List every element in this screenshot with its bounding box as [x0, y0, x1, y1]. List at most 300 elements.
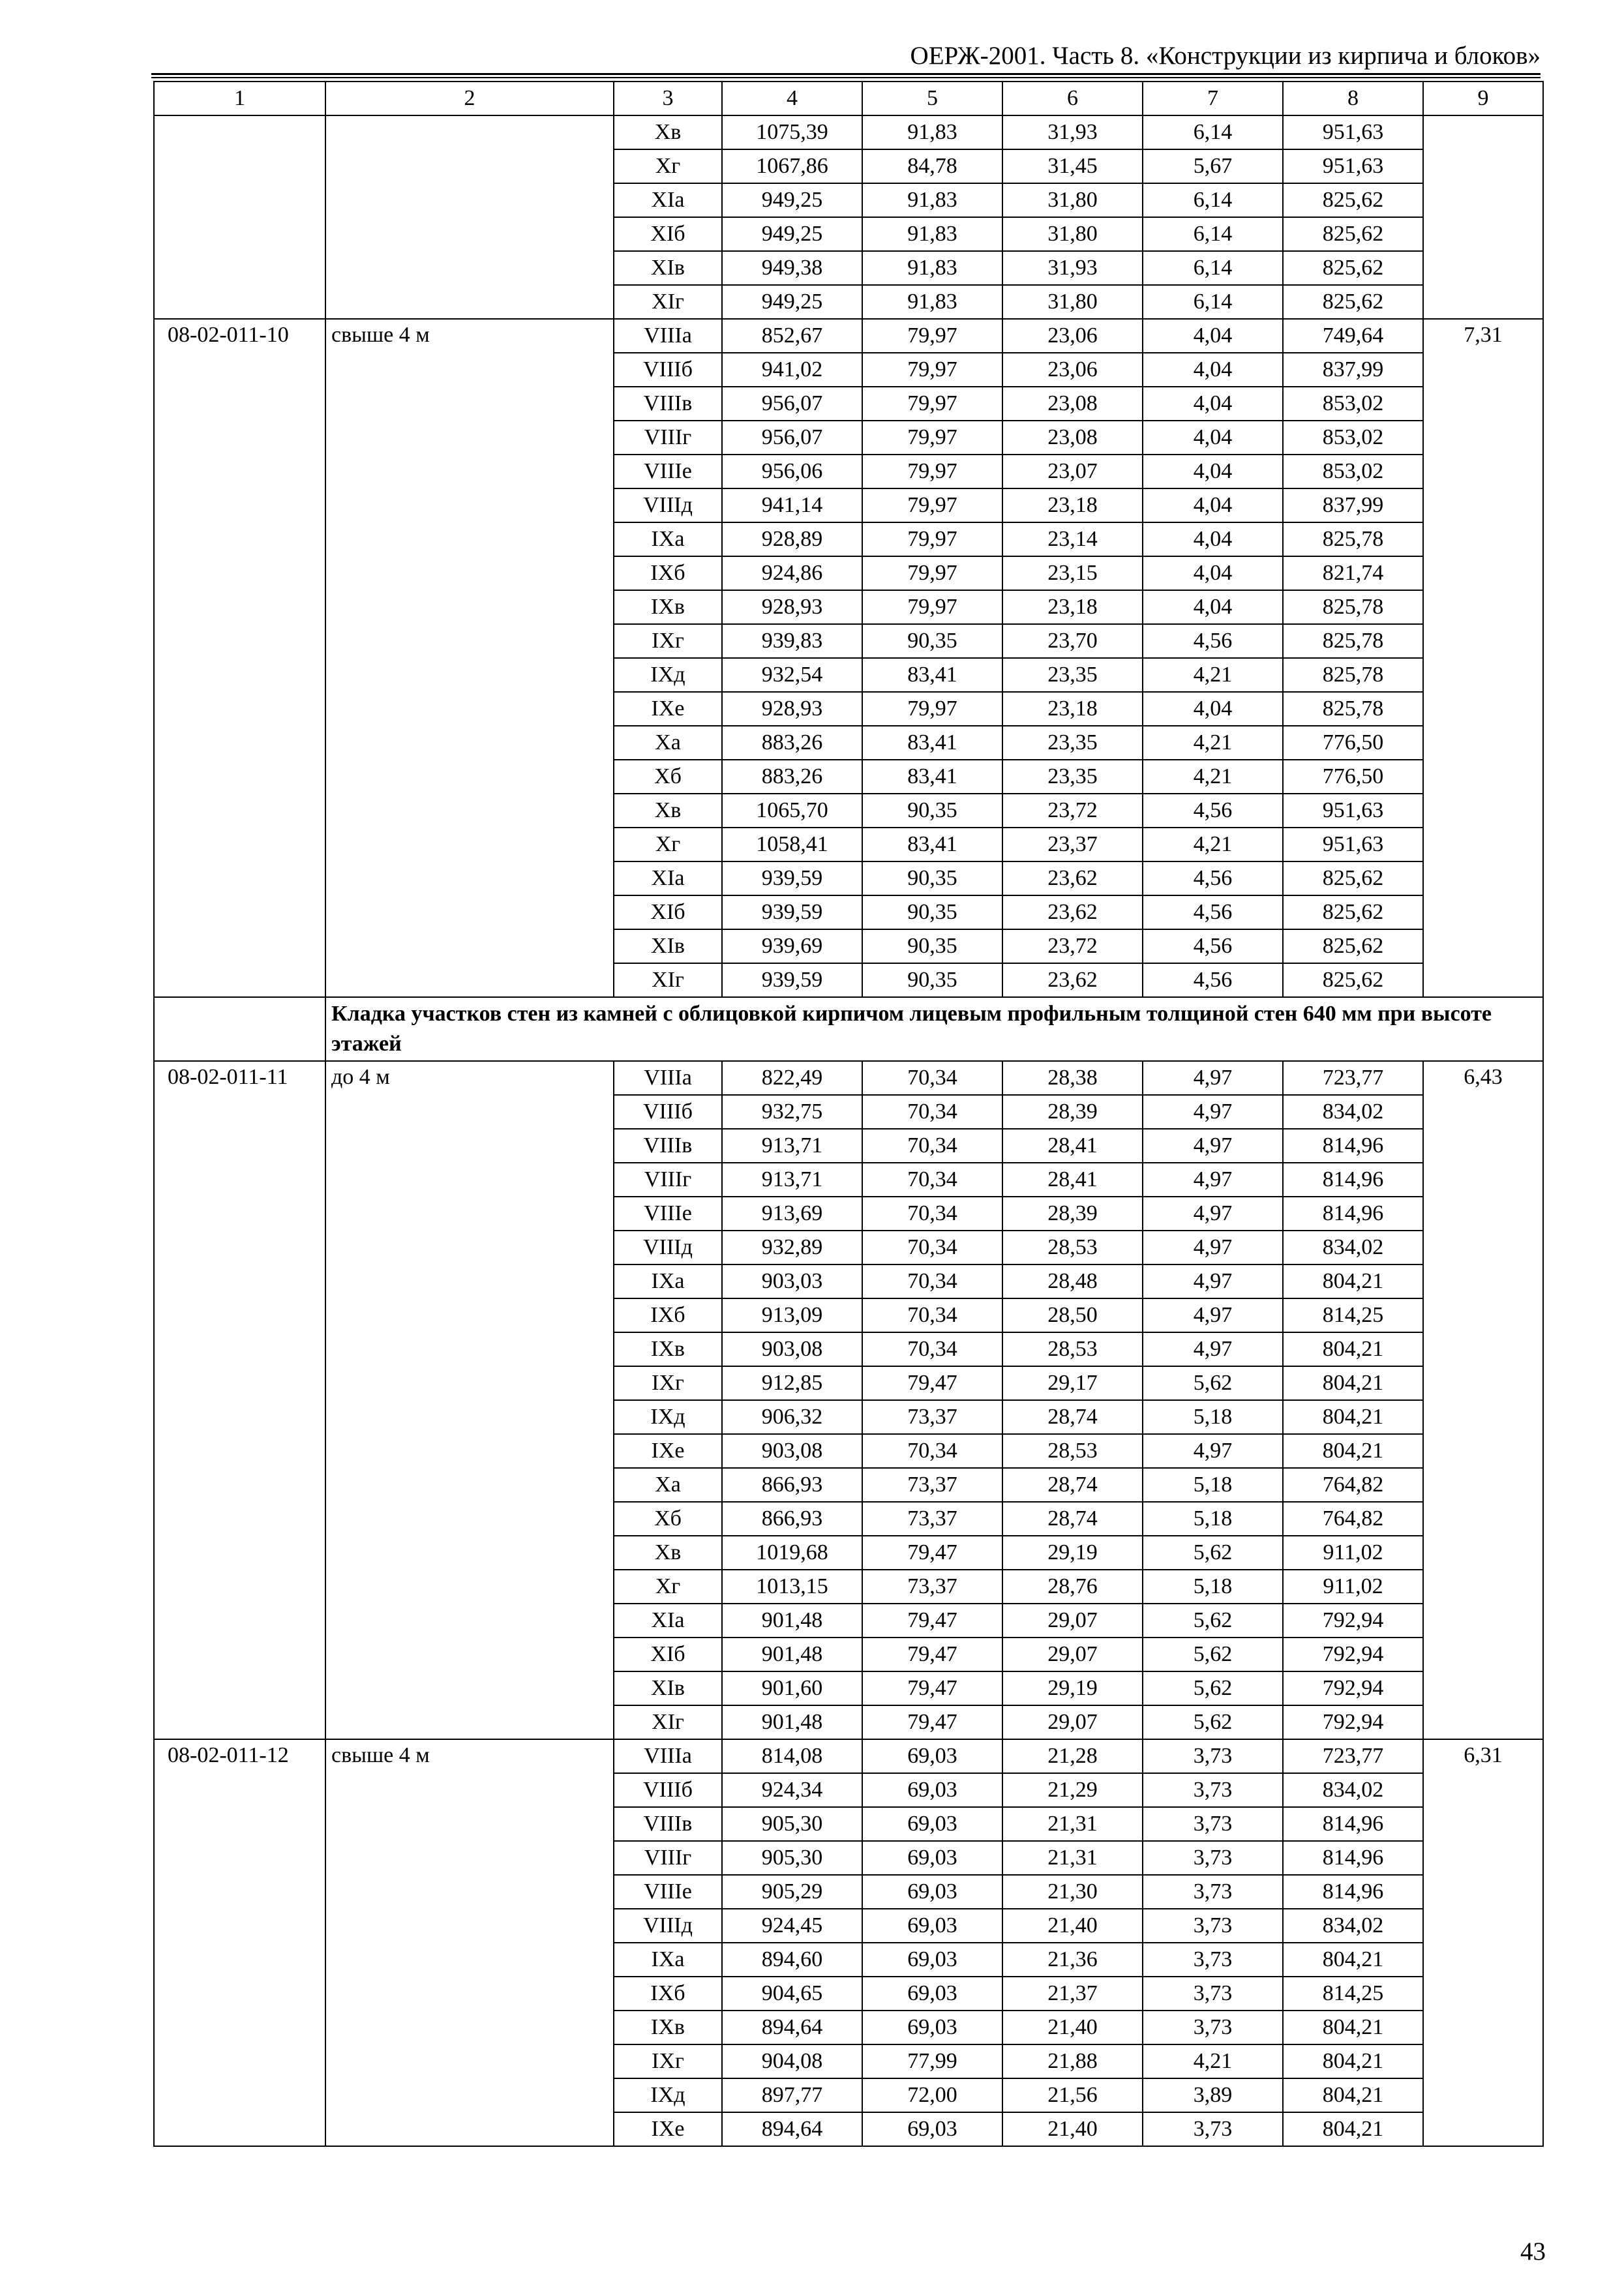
value-cell: 23,70: [1002, 624, 1143, 658]
value-cell: 90,35: [862, 929, 1002, 963]
value-cell: 792,94: [1283, 1604, 1423, 1638]
value-cell: 83,41: [862, 658, 1002, 692]
value-cell: 951,63: [1283, 149, 1423, 183]
value-cell: 814,25: [1283, 1298, 1423, 1332]
value-cell: 4,97: [1143, 1298, 1283, 1332]
value-cell: 79,47: [862, 1705, 1002, 1739]
value-cell: 23,14: [1002, 522, 1143, 556]
zone-cell: IХе: [614, 1434, 722, 1468]
value-cell: 21,56: [1002, 2078, 1143, 2112]
value-cell: 956,07: [722, 421, 862, 455]
index-cell: 6,43: [1423, 1061, 1543, 1739]
zone-cell: VIIIб: [614, 353, 722, 387]
value-cell: 814,96: [1283, 1129, 1423, 1163]
zone-cell: IХв: [614, 590, 722, 624]
value-cell: 924,86: [722, 556, 862, 590]
zone-cell: IХб: [614, 1298, 722, 1332]
value-cell: 1075,39: [722, 115, 862, 149]
value-cell: 951,63: [1283, 794, 1423, 828]
zone-cell: Хг: [614, 828, 722, 861]
zone-cell: Хв: [614, 1536, 722, 1570]
value-cell: 3,73: [1143, 1773, 1283, 1807]
column-number: 9: [1423, 82, 1543, 115]
value-cell: 814,08: [722, 1739, 862, 1773]
column-number: 3: [614, 82, 722, 115]
zone-cell: ХIг: [614, 963, 722, 997]
zone-cell: Хв: [614, 115, 722, 149]
value-cell: 21,36: [1002, 1943, 1143, 1977]
zone-cell: IХд: [614, 658, 722, 692]
zone-cell: VIIIв: [614, 1807, 722, 1841]
norm-description: свыше 4 м: [325, 1739, 614, 2146]
value-cell: 4,56: [1143, 929, 1283, 963]
value-cell: 77,99: [862, 2044, 1002, 2078]
value-cell: 825,78: [1283, 692, 1423, 726]
value-cell: 913,69: [722, 1197, 862, 1231]
zone-cell: Хг: [614, 1570, 722, 1604]
value-cell: 804,21: [1283, 2112, 1423, 2146]
value-cell: 1013,15: [722, 1570, 862, 1604]
value-cell: 941,02: [722, 353, 862, 387]
norm-description: до 4 м: [325, 1061, 614, 1739]
value-cell: 4,97: [1143, 1061, 1283, 1095]
header-rule-thin: [151, 77, 1541, 78]
value-cell: 956,06: [722, 455, 862, 488]
header-rule: [151, 73, 1541, 75]
section-title: Кладка участков стен из камней с облицовкой кирпичом лицевым профильным толщиной стен 640 мм при высоте этажей: [325, 997, 1543, 1061]
value-cell: 911,02: [1283, 1570, 1423, 1604]
zone-cell: VIIIв: [614, 387, 722, 421]
value-cell: 814,96: [1283, 1197, 1423, 1231]
value-cell: 70,34: [862, 1095, 1002, 1129]
value-cell: 3,73: [1143, 1875, 1283, 1909]
value-cell: 23,62: [1002, 861, 1143, 895]
value-cell: 939,59: [722, 895, 862, 929]
value-cell: 83,41: [862, 828, 1002, 861]
value-cell: 69,03: [862, 1841, 1002, 1875]
value-cell: 69,03: [862, 1977, 1002, 2011]
column-number: 2: [325, 82, 614, 115]
zone-cell: VIIIе: [614, 1875, 722, 1909]
value-cell: 901,48: [722, 1705, 862, 1739]
norm-code: 08-02-011-10: [154, 319, 325, 997]
value-cell: 5,62: [1143, 1671, 1283, 1705]
value-cell: 5,62: [1143, 1366, 1283, 1400]
zone-cell: Хб: [614, 760, 722, 794]
zone-cell: VIIIб: [614, 1095, 722, 1129]
zone-cell: IХа: [614, 1264, 722, 1298]
value-cell: 764,82: [1283, 1468, 1423, 1502]
value-cell: 911,02: [1283, 1536, 1423, 1570]
value-cell: 792,94: [1283, 1638, 1423, 1671]
value-cell: 3,73: [1143, 1739, 1283, 1773]
value-cell: 939,69: [722, 929, 862, 963]
value-cell: 949,25: [722, 217, 862, 251]
zone-cell: Хв: [614, 794, 722, 828]
zone-cell: VIIIе: [614, 455, 722, 488]
value-cell: 4,56: [1143, 861, 1283, 895]
value-cell: 28,74: [1002, 1400, 1143, 1434]
zone-cell: IХа: [614, 1943, 722, 1977]
value-cell: 21,31: [1002, 1807, 1143, 1841]
value-cell: 4,21: [1143, 828, 1283, 861]
value-cell: 23,62: [1002, 895, 1143, 929]
value-cell: 3,73: [1143, 1943, 1283, 1977]
value-cell: 4,04: [1143, 522, 1283, 556]
value-cell: 23,08: [1002, 387, 1143, 421]
value-cell: 21,30: [1002, 1875, 1143, 1909]
value-cell: 70,34: [862, 1264, 1002, 1298]
value-cell: 804,21: [1283, 1332, 1423, 1366]
value-cell: 903,08: [722, 1332, 862, 1366]
zone-cell: ХIг: [614, 285, 722, 319]
value-cell: 6,14: [1143, 251, 1283, 285]
value-cell: 825,78: [1283, 658, 1423, 692]
value-cell: 853,02: [1283, 387, 1423, 421]
value-cell: 29,07: [1002, 1604, 1143, 1638]
value-cell: 814,25: [1283, 1977, 1423, 2011]
value-cell: 1019,68: [722, 1536, 862, 1570]
column-number: 8: [1283, 82, 1423, 115]
value-cell: 814,96: [1283, 1875, 1423, 1909]
value-cell: 5,62: [1143, 1638, 1283, 1671]
value-cell: 23,07: [1002, 455, 1143, 488]
value-cell: 31,80: [1002, 183, 1143, 217]
value-cell: 804,21: [1283, 1366, 1423, 1400]
value-cell: 949,38: [722, 251, 862, 285]
value-cell: 23,15: [1002, 556, 1143, 590]
value-cell: 31,80: [1002, 217, 1143, 251]
value-cell: 5,67: [1143, 149, 1283, 183]
value-cell: 903,03: [722, 1264, 862, 1298]
value-cell: 4,04: [1143, 421, 1283, 455]
value-cell: 4,04: [1143, 488, 1283, 522]
value-cell: 905,30: [722, 1807, 862, 1841]
value-cell: 949,25: [722, 183, 862, 217]
value-cell: 28,48: [1002, 1264, 1143, 1298]
value-cell: 853,02: [1283, 421, 1423, 455]
value-cell: 825,62: [1283, 251, 1423, 285]
value-cell: 4,56: [1143, 895, 1283, 929]
value-cell: 834,02: [1283, 1909, 1423, 1943]
value-cell: 90,35: [862, 963, 1002, 997]
value-cell: 4,97: [1143, 1231, 1283, 1264]
value-cell: 825,78: [1283, 590, 1423, 624]
value-cell: 825,62: [1283, 929, 1423, 963]
value-cell: 23,72: [1002, 794, 1143, 828]
zone-cell: ХIв: [614, 251, 722, 285]
value-cell: 79,47: [862, 1366, 1002, 1400]
value-cell: 73,37: [862, 1502, 1002, 1536]
value-cell: 4,97: [1143, 1197, 1283, 1231]
zone-cell: IХв: [614, 1332, 722, 1366]
value-cell: 804,21: [1283, 2011, 1423, 2044]
value-cell: 79,97: [862, 522, 1002, 556]
value-cell: 70,34: [862, 1129, 1002, 1163]
value-cell: 23,35: [1002, 760, 1143, 794]
zone-cell: VIIIв: [614, 1129, 722, 1163]
zone-cell: ХIа: [614, 861, 722, 895]
zone-cell: Ха: [614, 726, 722, 760]
value-cell: 5,18: [1143, 1570, 1283, 1604]
value-cell: 79,97: [862, 590, 1002, 624]
value-cell: 901,60: [722, 1671, 862, 1705]
norm-code: 08-02-011-11: [154, 1061, 325, 1739]
value-cell: 70,34: [862, 1231, 1002, 1264]
value-cell: 825,62: [1283, 285, 1423, 319]
value-cell: 825,78: [1283, 624, 1423, 658]
value-cell: 4,97: [1143, 1434, 1283, 1468]
zone-cell: VIIIд: [614, 1231, 722, 1264]
value-cell: 23,35: [1002, 726, 1143, 760]
value-cell: 825,78: [1283, 522, 1423, 556]
value-cell: 72,00: [862, 2078, 1002, 2112]
norm-code: 08-02-011-12: [154, 1739, 325, 2146]
value-cell: 4,97: [1143, 1332, 1283, 1366]
value-cell: 804,21: [1283, 2078, 1423, 2112]
value-cell: 4,21: [1143, 726, 1283, 760]
value-cell: 949,25: [722, 285, 862, 319]
value-cell: 31,80: [1002, 285, 1143, 319]
value-cell: 852,67: [722, 319, 862, 353]
value-cell: 1067,86: [722, 149, 862, 183]
value-cell: 29,19: [1002, 1671, 1143, 1705]
value-cell: 79,97: [862, 353, 1002, 387]
value-cell: 31,45: [1002, 149, 1143, 183]
zone-cell: VIIIг: [614, 1841, 722, 1875]
value-cell: 924,34: [722, 1773, 862, 1807]
value-cell: 69,03: [862, 1773, 1002, 1807]
value-cell: 866,93: [722, 1468, 862, 1502]
value-cell: 822,49: [722, 1061, 862, 1095]
value-cell: 90,35: [862, 624, 1002, 658]
value-cell: 79,97: [862, 692, 1002, 726]
value-cell: 924,45: [722, 1909, 862, 1943]
zone-cell: IХд: [614, 2078, 722, 2112]
zone-cell: IХа: [614, 522, 722, 556]
value-cell: 28,38: [1002, 1061, 1143, 1095]
value-cell: 23,72: [1002, 929, 1143, 963]
zone-cell: VIIIа: [614, 319, 722, 353]
value-cell: 814,96: [1283, 1807, 1423, 1841]
value-cell: 79,47: [862, 1604, 1002, 1638]
table-row: [154, 115, 1543, 149]
value-cell: 21,40: [1002, 2112, 1143, 2146]
norm-code: [154, 115, 325, 319]
value-cell: 23,37: [1002, 828, 1143, 861]
value-cell: 804,21: [1283, 2044, 1423, 2078]
column-number: 5: [862, 82, 1002, 115]
value-cell: 70,34: [862, 1061, 1002, 1095]
index-cell: 7,31: [1423, 319, 1543, 997]
value-cell: 73,37: [862, 1468, 1002, 1502]
column-number: 6: [1002, 82, 1143, 115]
column-number: 4: [722, 82, 862, 115]
zone-cell: VIIIе: [614, 1197, 722, 1231]
value-cell: 6,14: [1143, 115, 1283, 149]
value-cell: 21,88: [1002, 2044, 1143, 2078]
value-cell: 939,59: [722, 861, 862, 895]
value-cell: 23,08: [1002, 421, 1143, 455]
value-cell: 932,54: [722, 658, 862, 692]
value-cell: 4,04: [1143, 692, 1283, 726]
value-cell: 70,34: [862, 1298, 1002, 1332]
value-cell: 6,14: [1143, 217, 1283, 251]
value-cell: 932,89: [722, 1231, 862, 1264]
value-cell: 932,75: [722, 1095, 862, 1129]
value-cell: 21,31: [1002, 1841, 1143, 1875]
value-cell: 804,21: [1283, 1943, 1423, 1977]
value-cell: 28,53: [1002, 1434, 1143, 1468]
value-cell: 69,03: [862, 1739, 1002, 1773]
value-cell: 28,74: [1002, 1468, 1143, 1502]
value-cell: 825,62: [1283, 217, 1423, 251]
value-cell: 23,35: [1002, 658, 1143, 692]
value-cell: 951,63: [1283, 828, 1423, 861]
value-cell: 4,04: [1143, 455, 1283, 488]
value-cell: 21,40: [1002, 1909, 1143, 1943]
value-cell: 70,34: [862, 1197, 1002, 1231]
value-cell: 4,21: [1143, 2044, 1283, 2078]
value-cell: 29,17: [1002, 1366, 1143, 1400]
value-cell: 4,21: [1143, 760, 1283, 794]
value-cell: 837,99: [1283, 488, 1423, 522]
zone-cell: ХIа: [614, 183, 722, 217]
value-cell: 928,93: [722, 692, 862, 726]
norms-table: [153, 81, 1544, 2147]
value-cell: 792,94: [1283, 1671, 1423, 1705]
index-cell: 6,31: [1423, 1739, 1543, 2146]
value-cell: 70,34: [862, 1434, 1002, 1468]
value-cell: 79,97: [862, 455, 1002, 488]
value-cell: 904,65: [722, 1977, 862, 2011]
value-cell: 913,71: [722, 1129, 862, 1163]
zone-cell: VIIIд: [614, 488, 722, 522]
value-cell: 90,35: [862, 895, 1002, 929]
value-cell: 23,18: [1002, 590, 1143, 624]
zone-cell: VIIIг: [614, 1163, 722, 1197]
value-cell: 29,19: [1002, 1536, 1143, 1570]
value-cell: 837,99: [1283, 353, 1423, 387]
value-cell: 913,09: [722, 1298, 862, 1332]
value-cell: 28,50: [1002, 1298, 1143, 1332]
value-cell: 723,77: [1283, 1061, 1423, 1095]
value-cell: 928,89: [722, 522, 862, 556]
value-cell: 28,39: [1002, 1197, 1143, 1231]
value-cell: 939,59: [722, 963, 862, 997]
zone-cell: VIIIг: [614, 421, 722, 455]
value-cell: 883,26: [722, 726, 862, 760]
value-cell: 69,03: [862, 1875, 1002, 1909]
zone-cell: IХг: [614, 624, 722, 658]
page-header-title: ОЕРЖ-2001. Часть 8. «Конструкции из кирпича и блоков»: [910, 42, 1541, 70]
section-header-row: [154, 997, 1543, 1061]
value-cell: 4,97: [1143, 1095, 1283, 1129]
value-cell: 1065,70: [722, 794, 862, 828]
norm-description: свыше 4 м: [325, 319, 614, 997]
value-cell: 3,73: [1143, 1909, 1283, 1943]
zone-cell: ХIб: [614, 217, 722, 251]
value-cell: 79,97: [862, 387, 1002, 421]
value-cell: 4,56: [1143, 624, 1283, 658]
zone-cell: IХд: [614, 1400, 722, 1434]
value-cell: 4,56: [1143, 963, 1283, 997]
value-cell: 776,50: [1283, 760, 1423, 794]
norm-description: [325, 115, 614, 319]
value-cell: 825,62: [1283, 895, 1423, 929]
value-cell: 804,21: [1283, 1434, 1423, 1468]
value-cell: 69,03: [862, 2112, 1002, 2146]
value-cell: 904,08: [722, 2044, 862, 2078]
value-cell: 814,96: [1283, 1163, 1423, 1197]
value-cell: 825,62: [1283, 183, 1423, 217]
zone-cell: VIIIа: [614, 1061, 722, 1095]
value-cell: 894,60: [722, 1943, 862, 1977]
value-cell: 28,53: [1002, 1231, 1143, 1264]
value-cell: 4,04: [1143, 319, 1283, 353]
value-cell: 5,62: [1143, 1536, 1283, 1570]
table-row: [154, 319, 1543, 353]
value-cell: 79,97: [862, 319, 1002, 353]
value-cell: 28,41: [1002, 1163, 1143, 1197]
value-cell: 4,97: [1143, 1264, 1283, 1298]
value-cell: 4,04: [1143, 556, 1283, 590]
zone-cell: ХIв: [614, 1671, 722, 1705]
value-cell: 91,83: [862, 183, 1002, 217]
value-cell: 3,89: [1143, 2078, 1283, 2112]
value-cell: 951,63: [1283, 115, 1423, 149]
value-cell: 4,04: [1143, 590, 1283, 624]
value-cell: 28,39: [1002, 1095, 1143, 1129]
value-cell: 31,93: [1002, 115, 1143, 149]
value-cell: 90,35: [862, 794, 1002, 828]
value-cell: 866,93: [722, 1502, 862, 1536]
page-number: 43: [1520, 2237, 1546, 2266]
value-cell: 91,83: [862, 217, 1002, 251]
value-cell: 83,41: [862, 726, 1002, 760]
value-cell: 834,02: [1283, 1231, 1423, 1264]
value-cell: 939,83: [722, 624, 862, 658]
value-cell: 21,28: [1002, 1739, 1143, 1773]
value-cell: 804,21: [1283, 1264, 1423, 1298]
column-number: 1: [154, 82, 325, 115]
value-cell: 23,18: [1002, 488, 1143, 522]
zone-cell: IХе: [614, 2112, 722, 2146]
value-cell: 3,73: [1143, 1977, 1283, 2011]
value-cell: 91,83: [862, 285, 1002, 319]
value-cell: 23,62: [1002, 963, 1143, 997]
value-cell: 4,04: [1143, 353, 1283, 387]
value-cell: 6,14: [1143, 285, 1283, 319]
value-cell: 91,83: [862, 115, 1002, 149]
value-cell: 834,02: [1283, 1773, 1423, 1807]
zone-cell: ХIв: [614, 929, 722, 963]
value-cell: 834,02: [1283, 1095, 1423, 1129]
value-cell: 764,82: [1283, 1502, 1423, 1536]
value-cell: 28,76: [1002, 1570, 1143, 1604]
value-cell: 4,04: [1143, 387, 1283, 421]
value-cell: 79,47: [862, 1536, 1002, 1570]
value-cell: 31,93: [1002, 251, 1143, 285]
value-cell: 901,48: [722, 1638, 862, 1671]
value-cell: 825,62: [1283, 963, 1423, 997]
zone-cell: Ха: [614, 1468, 722, 1502]
value-cell: 1058,41: [722, 828, 862, 861]
zone-cell: VIIIа: [614, 1739, 722, 1773]
value-cell: 883,26: [722, 760, 862, 794]
table-row: [154, 1061, 1543, 1095]
value-cell: 28,74: [1002, 1502, 1143, 1536]
